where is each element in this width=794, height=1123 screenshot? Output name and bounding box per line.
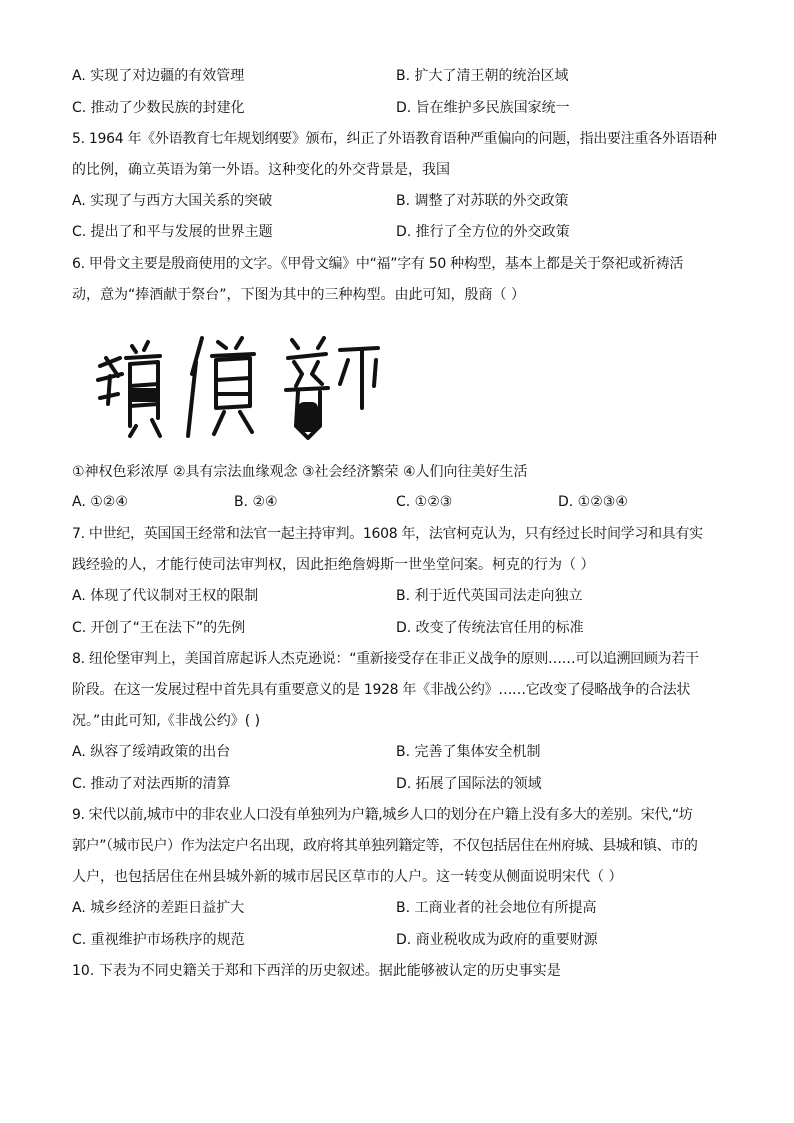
q6-option-b[interactable]: B. ②④ xyxy=(234,494,278,510)
q5-option-d[interactable]: D. 推行了全方位的外交政策 xyxy=(396,224,570,240)
q5-option-a[interactable]: A. 实现了与西方大国关系的突破 xyxy=(72,193,273,209)
q6-option-a[interactable]: A. ①②④ xyxy=(72,494,128,510)
q4-option-c[interactable]: C. 推动了少数民族的封建化 xyxy=(72,100,245,116)
q7-option-d[interactable]: D. 改变了传统法官任用的标准 xyxy=(396,620,584,636)
q9-option-b[interactable]: B. 工商业者的社会地位有所提高 xyxy=(396,900,597,916)
q4-option-b[interactable]: B. 扩大了清王朝的统治区域 xyxy=(396,68,569,84)
q5-option-b[interactable]: B. 调整了对苏联的外交政策 xyxy=(396,193,569,209)
q8-stem-line2: 阶段。在这一发展过程中首先具有重要意义的是 1928 年《非战公约》……它改变了侵略战争的合法状 xyxy=(72,682,691,698)
q6-statements: ①神权色彩浓厚 ②具有宗法血缘观念 ③社会经济繁荣 ④人们向往美好生活 xyxy=(72,464,528,480)
q9-stem-line3: 人户，也包括居住在州县城外新的城市居民区草市的人户。这一转变从侧面说明宋代（ ） xyxy=(72,869,623,885)
q4-option-d[interactable]: D. 旨在维护多民族国家统一 xyxy=(396,100,570,116)
q4-option-a[interactable]: A. 实现了对边疆的有效管理 xyxy=(72,68,245,84)
q5-option-c[interactable]: C. 提出了和平与发展的世界主题 xyxy=(72,224,273,240)
q8-stem-line1: 8. 纽伦堡审判上，美国首席起诉人杰克逊说：“重新接受存在非正义战争的原则……可以追溯回顾为若干 xyxy=(72,651,699,667)
q9-option-a[interactable]: A. 城乡经济的差距日益扩大 xyxy=(72,900,245,916)
q7-option-a[interactable]: A. 体现了代议制对王权的限制 xyxy=(72,588,259,604)
q8-stem-line3: 况。”由此可知,《非战公约》( ) xyxy=(72,713,261,729)
q6-stem-line1: 6. 甲骨文主要是殷商使用的文字。《甲骨文编》中“福”字有 50 种构型，基本上都是关于祭祀或祈祷活 xyxy=(72,256,684,272)
q6-option-c[interactable]: C. ①②③ xyxy=(396,494,453,510)
q9-option-d[interactable]: D. 商业税收成为政府的重要财源 xyxy=(396,932,598,948)
fu-glyph-2 xyxy=(188,338,254,436)
q8-option-d[interactable]: D. 拓展了国际法的领域 xyxy=(396,776,542,792)
q8-option-b[interactable]: B. 完善了集体安全机制 xyxy=(396,744,541,760)
q9-stem-line1: 9. 宋代以前,城市中的非农业人口没有单独列为户籍,城乡人口的划分在户籍上没有多大的差别。宋代,“坊 xyxy=(72,807,693,823)
q7-option-c[interactable]: C. 开创了“王在法下”的先例 xyxy=(72,620,246,636)
q9-option-c[interactable]: C. 重视维护市场秩序的规范 xyxy=(72,932,245,948)
q5-stem-line2: 的比例，确立英语为第一外语。这种变化的外交背景是，我国 xyxy=(72,162,450,178)
q5-stem-line1: 5. 1964 年《外语教育七年规划纲要》颁布，纠正了外语教育语种严重偏向的问题，指出要注重各外语语种 xyxy=(72,131,717,147)
q8-option-a[interactable]: A. 纵容了绥靖政策的出台 xyxy=(72,744,231,760)
q7-stem-line1: 7. 中世纪，英国国王经常和法官一起主持审判。1608 年，法官柯克认为，只有经过长时间学习和具有实 xyxy=(72,526,703,542)
q7-option-b[interactable]: B. 利于近代英国司法走向独立 xyxy=(396,588,583,604)
q6-option-d[interactable]: D. ①②③④ xyxy=(558,494,628,510)
q8-option-c[interactable]: C. 推动了对法西斯的清算 xyxy=(72,776,231,792)
oracle-bone-fu-glyphs-image xyxy=(92,328,382,443)
q10-stem-line1: 10. 下表为不同史籍关于郑和下西洋的历史叙述。据此能够被认定的历史事实是 xyxy=(72,963,561,979)
q6-stem-line2: 动，意为“捧酒献于祭台”，下图为其中的三种构型。由此可知，殷商（ ） xyxy=(72,287,525,303)
q9-stem-line2: 郭户”（城市民户）作为法定户名出现，政府将其单独列籍定等，不仅包括居住在州府城、县城和镇、市的 xyxy=(72,838,698,854)
q7-stem-line2: 践经验的人，才能行使司法审判权，因此拒绝詹姆斯一世坐堂问案。柯克的行为（ ） xyxy=(72,557,595,573)
